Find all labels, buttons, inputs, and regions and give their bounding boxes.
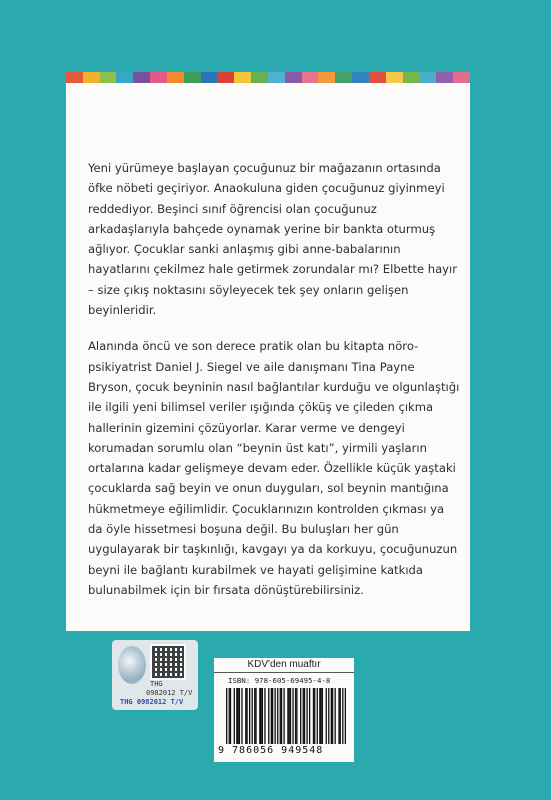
stripe-segment xyxy=(268,72,285,83)
stripe-segment xyxy=(217,72,234,83)
barcode-bar xyxy=(314,688,315,744)
barcode-bar xyxy=(328,688,329,744)
stripe-segment xyxy=(386,72,403,83)
barcode-bar xyxy=(296,688,297,744)
barcode-bar xyxy=(239,688,240,744)
barcode-bar xyxy=(275,688,276,744)
stripe-segment xyxy=(419,72,436,83)
barcode-bar xyxy=(287,688,288,744)
barcode-bar xyxy=(332,688,333,744)
barcode-bar xyxy=(338,688,339,744)
stripe-segment xyxy=(201,72,218,83)
stripe-segment xyxy=(83,72,100,83)
stripe-segment xyxy=(453,72,470,83)
barcode-bar xyxy=(272,688,273,744)
stripe-segment xyxy=(116,72,133,83)
stripe-segment xyxy=(66,72,83,83)
barcode-bar xyxy=(234,688,235,744)
barcode-bar xyxy=(246,688,247,744)
barcode-bar xyxy=(304,688,305,744)
barcode-icon xyxy=(226,688,346,748)
barcode-bar xyxy=(303,688,304,744)
barcode-digits: 9 786056 949548 xyxy=(218,745,324,756)
barcode-bar xyxy=(290,688,291,744)
barcode-bar xyxy=(252,688,253,744)
barcode-bar xyxy=(236,688,237,744)
barcode-bar xyxy=(340,688,341,744)
barcode-bar xyxy=(345,688,346,744)
barcode-bar xyxy=(268,688,269,744)
barcode-bar xyxy=(245,688,246,744)
sticker-line-1: THG xyxy=(150,680,163,688)
stripe-segment xyxy=(184,72,201,83)
sticker-line-3: THG 0982012 T/V xyxy=(120,698,184,706)
isbn-text: ISBN: 978-605-69495-4-8 xyxy=(228,676,331,685)
blurb-paragraph-2: Alanında öncü ve son derece pratik olan bu kitapta nöro-psikiyatrist Daniel J. Siegel ve aile danışmanı Tina Payne Bryson, çocuk beyninin nasıl bağlantılar kurduğu ve olgunlaştığı ile ilgili yeni bilimsel veriler ışığında çöküş ve çileden çıkma hallerinin gizemini çözüyorlar. Karar verme ve dengeyi korumadan sorumlu olan “beynin üst katı”, yirmili yaşların ortalarına kadar gelişmeye devam eder. Özellikle küçük yaştaki çocuklarda sağ beyin ve onun duyguları, sol beynin mantığına hükmetmeye eğilimlidir. Çocuklarınızın kontrolden çıkması ya da öyle hissetmesi boşuna değil. Bu buluşları her gün uygulayarak bir taşkınlığı, kavgayı ya da korkuyu, çocuğunuzun beyni ile bağlantı kurabilmek ve hayati gelişimine katkıda bulunabilmek için bir fırsata dönüştürebilirsiniz. xyxy=(88,339,460,597)
barcode-bar xyxy=(255,688,256,744)
barcode-bar xyxy=(313,688,314,744)
barcode-bar xyxy=(259,688,260,744)
sticker-line-2: 0982012 T/V xyxy=(146,689,193,697)
barcode-bar xyxy=(295,688,296,744)
barcode-bar xyxy=(309,688,310,744)
stripe-segment xyxy=(150,72,167,83)
blurb-text xyxy=(88,158,460,616)
barcode-bar xyxy=(230,688,231,744)
barcode-bar xyxy=(254,688,255,744)
barcode-bar xyxy=(264,688,265,744)
stripe-segment xyxy=(302,72,319,83)
stripe-segment xyxy=(285,72,302,83)
barcode-bar xyxy=(317,688,318,744)
barcode-bar xyxy=(241,688,242,744)
barcode-bar xyxy=(331,688,332,744)
barcode-bar xyxy=(335,688,336,744)
barcode-bar xyxy=(281,688,282,744)
barcode-bar xyxy=(229,688,230,744)
barcode-bar xyxy=(342,688,343,744)
stripe-segment xyxy=(369,72,386,83)
barcode-bar xyxy=(249,688,250,744)
stripe-segment xyxy=(167,72,184,83)
tax-exempt-label: KDV'den muaftır xyxy=(214,658,354,673)
barcode-bar xyxy=(320,688,321,744)
barcode-bar xyxy=(289,688,290,744)
blurb-paragraph-1: Yeni yürümeye başlayan çocuğunuz bir mağazanın ortasında öfke nöbeti geçiriyor. Anaokuluna giden çocuğunuz giyinmeyi reddediyor. Beşinci sınıf öğrencisi olan çocuğunuz arkadaşlarıyla bahçede oynamak yerine bir bankta oturmuş ağlıyor. Çocuklar sanki anlaşmış gibi anne-babalarının hayatlarını çekilmez hale getirmek zorundalar mı? Elbette hayır – size çıkış noktasını söyleyecek tek şey onların gelişen beyinleridir. xyxy=(88,161,458,318)
barcode-bar xyxy=(322,688,323,744)
barcode-bar xyxy=(237,688,238,744)
barcode-bar xyxy=(283,688,284,744)
color-stripe xyxy=(66,72,470,83)
stripe-segment xyxy=(335,72,352,83)
qr-code-icon xyxy=(150,644,186,680)
barcode-bar xyxy=(271,688,272,744)
barcode-bar xyxy=(319,688,320,744)
stripe-segment xyxy=(436,72,453,83)
barcode-bar xyxy=(326,688,327,744)
stripe-segment xyxy=(100,72,117,83)
barcode-bar xyxy=(277,688,278,744)
barcode-bar xyxy=(262,688,263,744)
barcode-bar xyxy=(300,688,301,744)
barcode-bar xyxy=(280,688,281,744)
barcode-bar xyxy=(226,688,227,744)
barcode-bar xyxy=(260,688,261,744)
hologram-icon xyxy=(118,646,146,684)
stripe-segment xyxy=(403,72,420,83)
stripe-segment xyxy=(318,72,335,83)
barcode-label xyxy=(214,658,354,762)
barcode-bar xyxy=(306,688,307,744)
stripe-segment xyxy=(234,72,251,83)
stripe-segment xyxy=(251,72,268,83)
stripe-segment xyxy=(352,72,369,83)
barcode-bar xyxy=(292,688,293,744)
stripe-segment xyxy=(133,72,150,83)
hologram-sticker xyxy=(112,640,198,710)
